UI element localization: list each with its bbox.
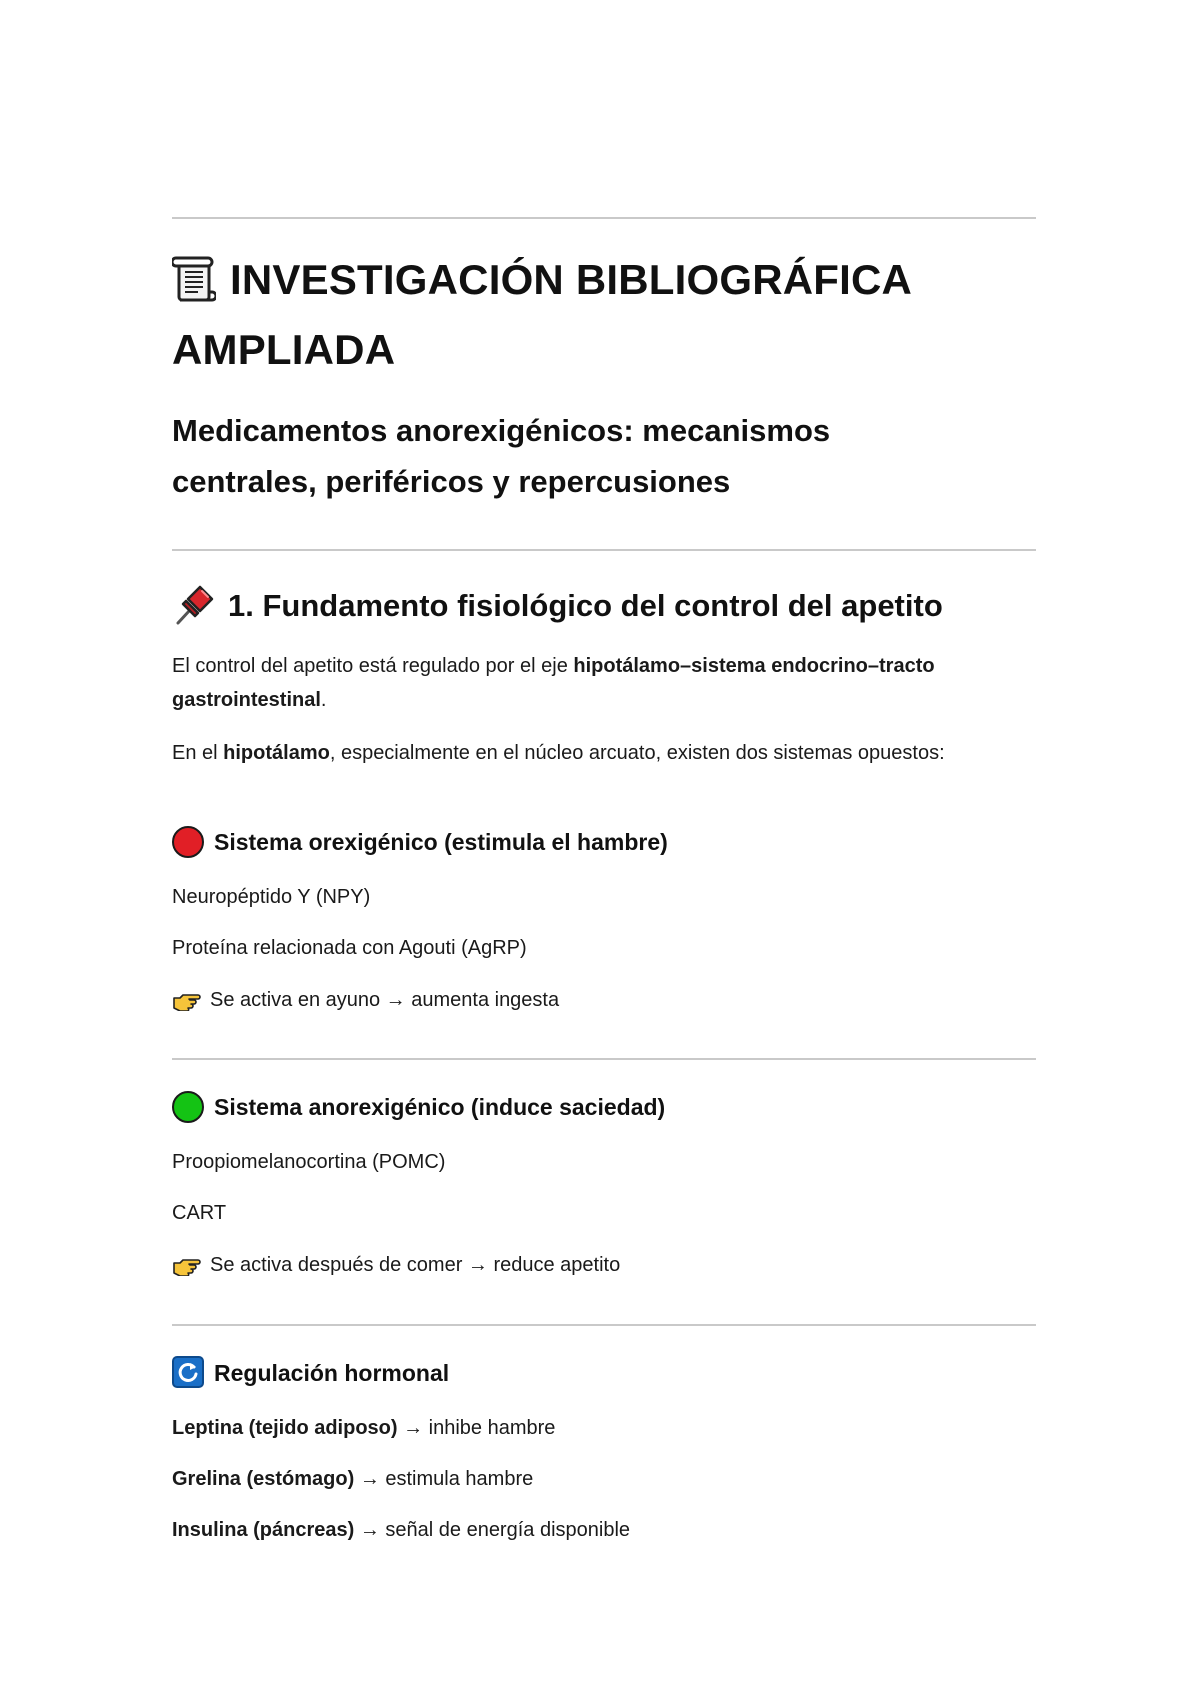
section-1-heading	[172, 586, 1036, 630]
text-run: , especialmente en el núcleo arcuato, existen dos sistemas opuestos:	[329, 742, 945, 764]
pointing-hand-icon	[172, 988, 202, 1010]
hormone-row	[172, 1411, 1036, 1445]
hormonal-title: Regulación hormonal	[214, 1360, 450, 1386]
bold-text: hipotálamo–sistema endocrino–tracto gastrointestinal	[172, 655, 935, 711]
title-line-2: AMPLIADA	[172, 326, 396, 373]
divider	[172, 549, 1036, 551]
orexigenic-title: Sistema orexigénico (estimula el hambre)	[214, 829, 668, 855]
text-run: El control del apetito está regulado por el eje	[172, 655, 574, 677]
anorexigenic-title: Sistema anorexigénico (induce saciedad)	[214, 1094, 666, 1120]
orexigenic-note	[172, 983, 1036, 1017]
divider	[172, 1058, 1036, 1060]
hormone-row	[172, 1462, 1036, 1496]
list-item: Proteína relacionada con Agouti (AgRP)	[172, 937, 527, 959]
list-item: Proopiomelanocortina (POMC)	[172, 1151, 446, 1173]
subtitle-line-2: centrales, periféricos y repercusiones	[172, 464, 731, 499]
orexigenic-heading	[172, 826, 1036, 860]
hormone-name: Grelina (estómago)	[172, 1468, 355, 1490]
text-run: .	[320, 689, 327, 711]
hormone-name: Leptina (tejido adiposo)	[172, 1417, 398, 1439]
hormone-effect: → señal de energía disponible	[354, 1519, 631, 1541]
text-run: En el	[172, 742, 224, 764]
anorexigenic-note-text: Se activa después de comer → reduce apetito	[210, 1254, 621, 1276]
title-line-1	[172, 245, 1036, 315]
hormone-name: Insulina (páncreas)	[172, 1519, 355, 1541]
pushpin-icon	[172, 583, 216, 627]
hormone-effect: → estimula hambre	[354, 1468, 534, 1490]
title-text-1: INVESTIGACIÓN BIBLIOGRÁFICA	[230, 256, 913, 303]
divider	[172, 217, 1036, 219]
hormone-row	[172, 1513, 1036, 1547]
section-1-title: 1. Fundamento fisiológico del control del apetito	[228, 588, 943, 624]
orexigenic-note-text: Se activa en ayuno → aumenta ingesta	[210, 989, 560, 1011]
scroll-icon	[172, 252, 216, 306]
subtitle-line-1: Medicamentos anorexigénicos: mecanismos	[172, 413, 831, 448]
bold-text: hipotálamo	[223, 742, 330, 764]
paragraph-hypothalamus	[172, 736, 1036, 770]
hormone-effect: → inhibe hambre	[397, 1417, 556, 1439]
list-item: CART	[172, 1202, 227, 1224]
pointing-hand-icon	[172, 1253, 202, 1275]
document-title	[172, 245, 1036, 385]
document-subtitle	[172, 405, 1036, 507]
cycle-arrows-icon	[172, 1356, 204, 1388]
red-circle-icon	[172, 826, 204, 858]
hormonal-heading	[172, 1357, 1036, 1391]
divider	[172, 1324, 1036, 1326]
anorexigenic-heading	[172, 1091, 1036, 1125]
anorexigenic-note	[172, 1248, 1036, 1282]
paragraph-intro	[172, 649, 1036, 717]
list-item: Neuropéptido Y (NPY)	[172, 886, 371, 908]
green-circle-icon	[172, 1091, 204, 1123]
